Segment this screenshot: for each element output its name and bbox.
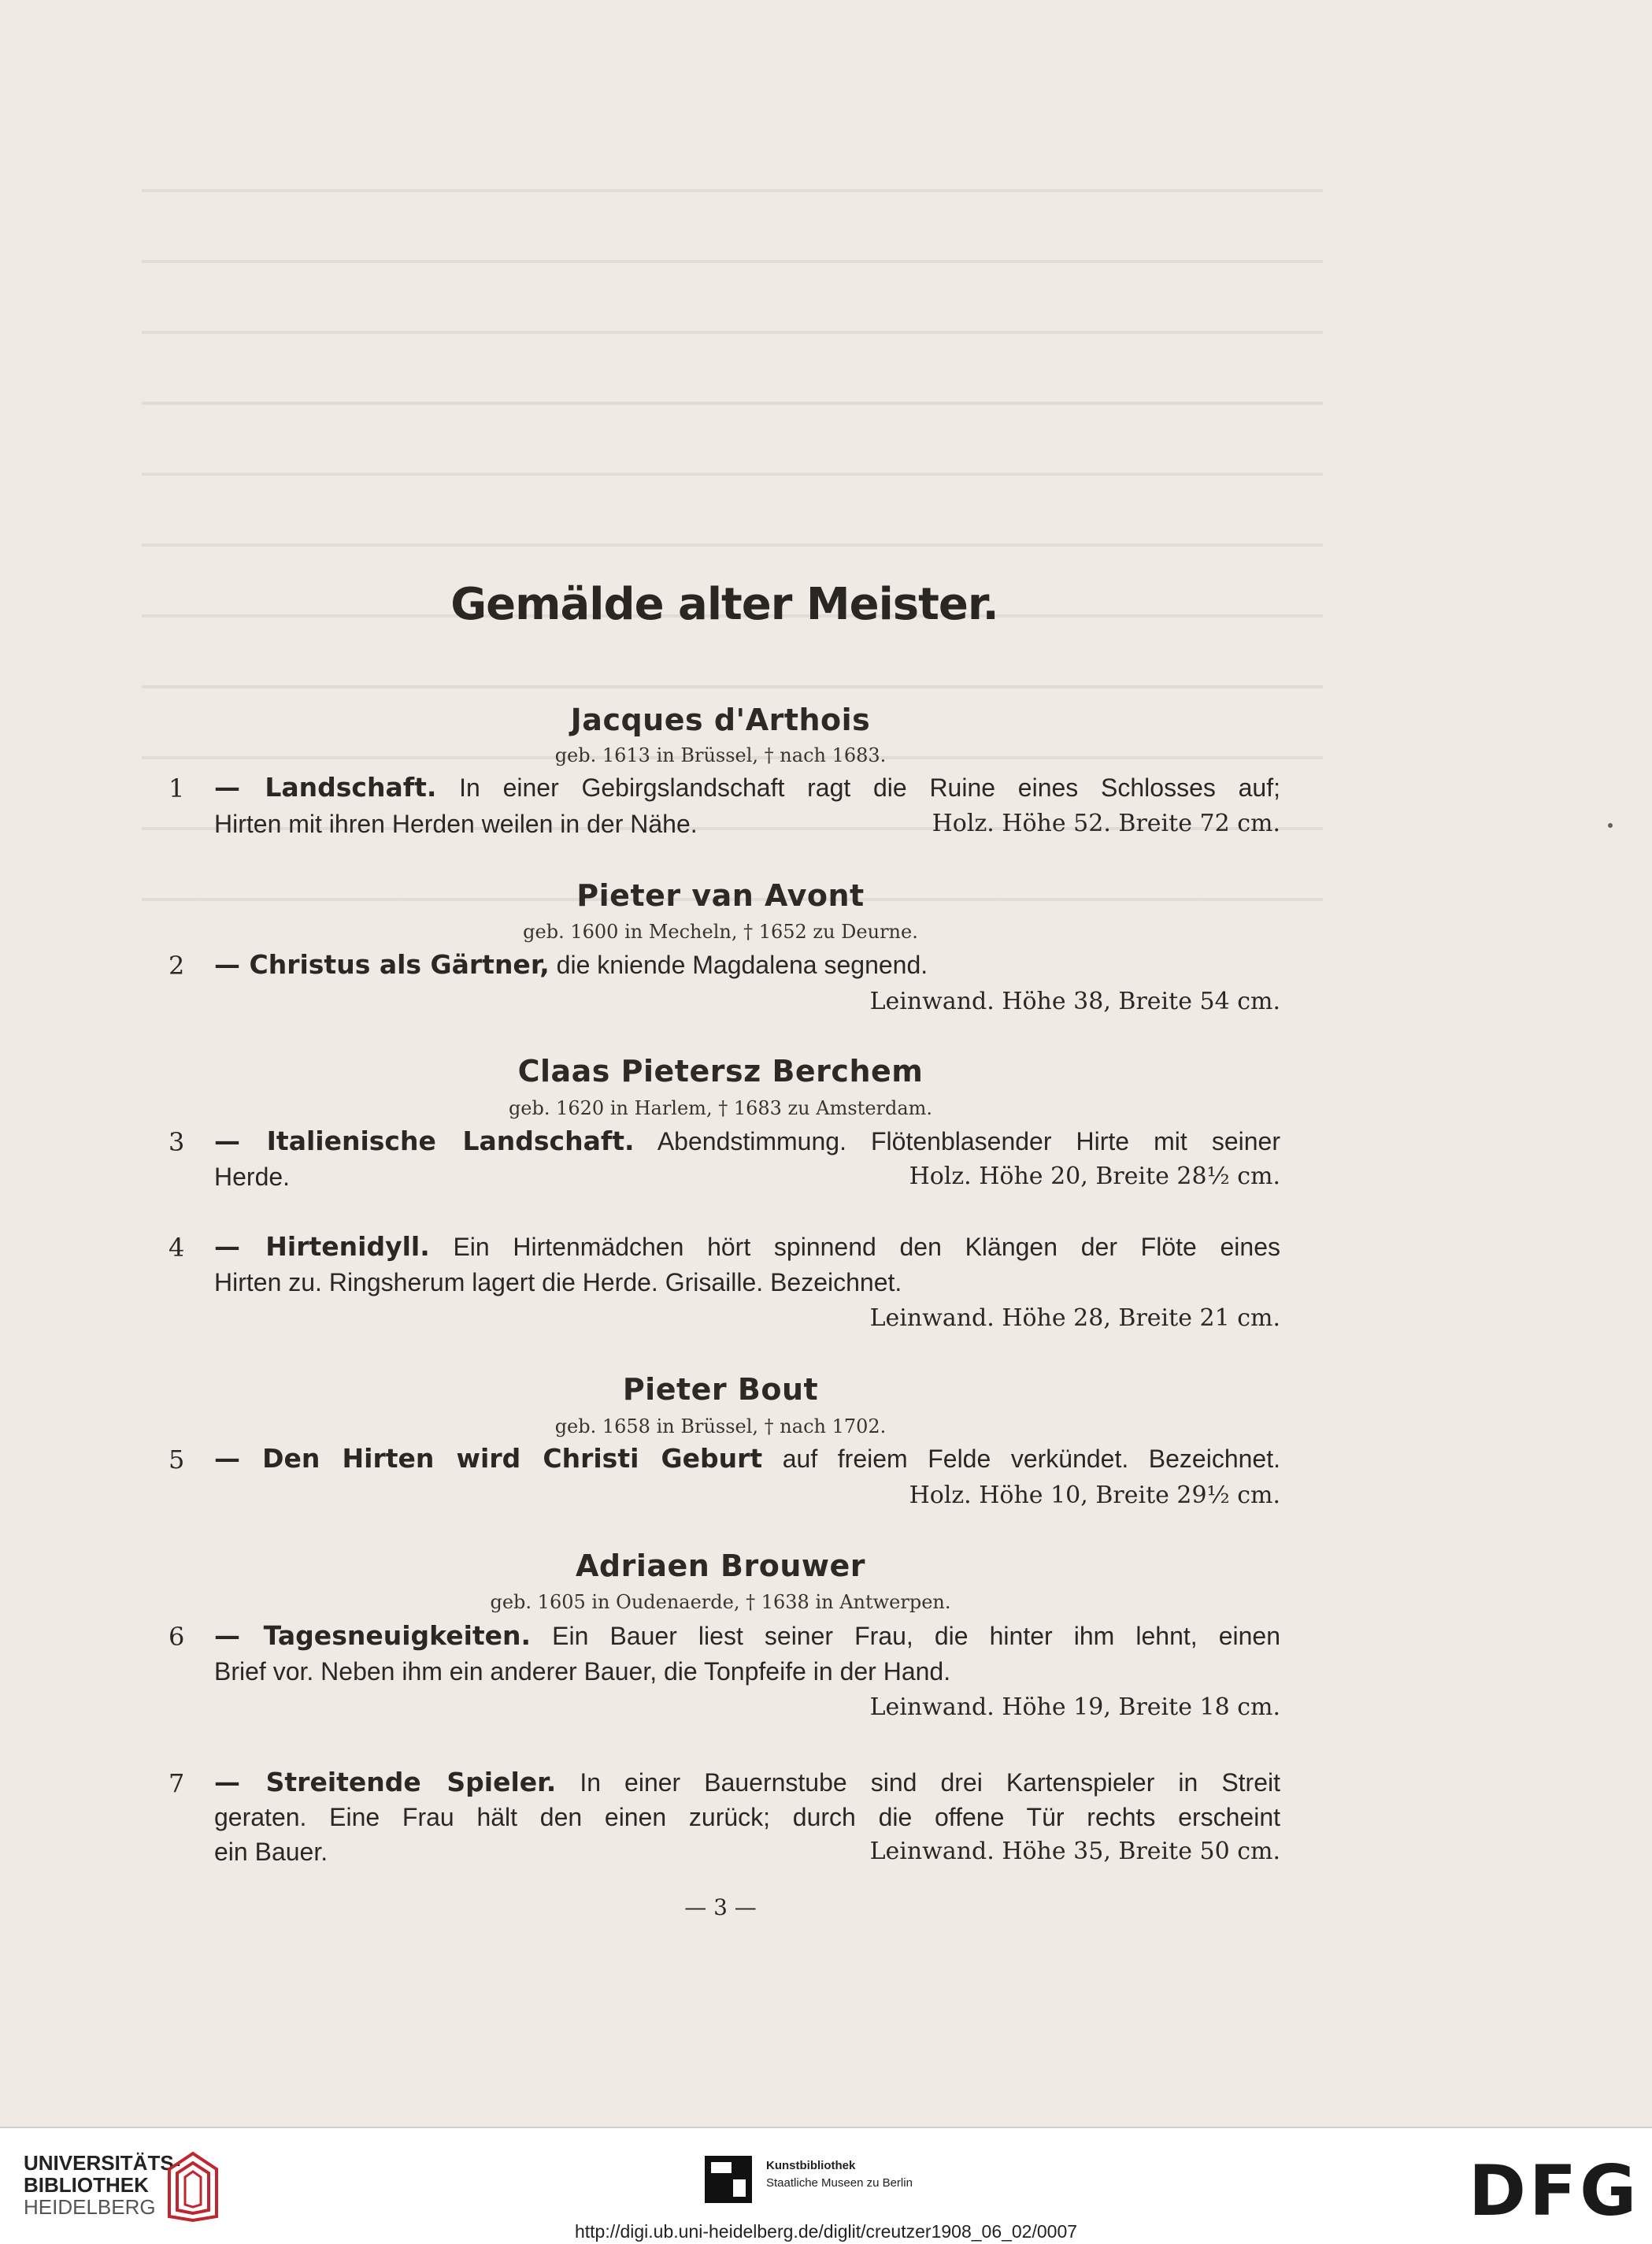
entry-number: 5	[169, 1445, 185, 1474]
artist-life-dates: geb. 1613 in Brüssel, † nach 1683.	[554, 744, 887, 766]
university-library-logo[interactable]	[24, 2152, 180, 2218]
work-description: Ein Bauer liest seiner Frau, die hinter ihm lehnt, einen	[552, 1622, 1281, 1650]
work-description: ein Bauer.	[214, 1838, 328, 1866]
work-description: geraten. Eine Frau hält den einen zurück; durch die offene Tür rechts erscheint	[214, 1803, 1280, 1831]
artist-name: Pieter van Avont	[576, 878, 865, 913]
entry-number: 2	[169, 951, 185, 981]
kunstbibliothek-name: Kunstbibliothek	[766, 2159, 856, 2172]
work-description: Abendstimmung. Flötenblasender Hirte mit seiner	[657, 1127, 1280, 1155]
entry-line	[214, 1477, 1280, 1513]
entry-line	[214, 770, 1280, 805]
entry-number: 7	[169, 1768, 185, 1798]
work-title: — Den Hirten wird Christi Geburt	[214, 1443, 763, 1474]
entry-line	[214, 1265, 1280, 1300]
artist-name: Adriaen Brouwer	[575, 1549, 866, 1583]
entry-line	[214, 1300, 1280, 1336]
entry-line	[214, 1765, 1280, 1800]
university-line: BIBLIOTHEK	[24, 2173, 149, 2197]
work-title: — Tagesneuigkeiten.	[214, 1620, 532, 1651]
entry-line	[214, 1441, 1280, 1476]
kunstbibliothek-mark-icon	[705, 2156, 752, 2203]
page-title: Gemälde alter Meister.	[450, 579, 998, 630]
entry-line	[214, 1159, 1280, 1194]
entry-line	[214, 1689, 1280, 1725]
dfg-logo[interactable]: DFG	[1469, 2150, 1640, 2231]
work-description: In einer Bauernstube sind drei Kartenspieler in Streit	[580, 1768, 1281, 1797]
viewer-footer	[0, 2127, 1652, 2244]
artist-life-dates: geb. 1658 in Brüssel, † nach 1702.	[554, 1415, 887, 1437]
entry-line	[214, 1230, 1280, 1264]
artist-life-dates: geb. 1600 in Mecheln, † 1652 zu Deurne.	[523, 921, 918, 943]
work-description: die kniende Magdalena segnend.	[556, 951, 928, 979]
work-description: Ein Hirtenmädchen hört spinnend den Klängen der Flöte eines	[453, 1233, 1281, 1261]
kunstbibliothek-text	[766, 2157, 913, 2192]
entry-line	[214, 1834, 1280, 1869]
permalink-url[interactable]: http://digi.ub.uni-heidelberg.de/diglit/creutzer1908_06_02/0007	[574, 2221, 1078, 2242]
work-measurements: Holz. Höhe 10, Breite 29½ cm.	[909, 1482, 1280, 1509]
entry-line	[214, 1619, 1280, 1653]
work-measurements: Leinwand. Höhe 38, Breite 54 cm.	[869, 988, 1280, 1015]
work-title: — Christus als Gärtner,	[214, 949, 550, 980]
artist-name: Claas Pietersz Berchem	[517, 1054, 924, 1089]
entry-line	[214, 807, 1280, 841]
entry-number: 1	[169, 773, 185, 803]
work-description: auf freiem Felde verkündet. Bezeichnet.	[782, 1445, 1281, 1473]
entry-line	[214, 948, 1280, 982]
paper-speck	[1608, 823, 1613, 828]
heidelberg-emblem-icon	[161, 2146, 224, 2224]
work-title: — Italienische Landschaft.	[214, 1126, 635, 1156]
work-title: — Streitende Spieler.	[214, 1767, 557, 1797]
work-measurements: Holz. Höhe 52. Breite 72 cm.	[932, 810, 1280, 837]
kunstbibliothek-subtitle: Staatliche Museen zu Berlin	[766, 2176, 913, 2190]
entry-number: 4	[169, 1233, 185, 1263]
page-number: — 3 —	[684, 1894, 757, 1920]
work-description: Hirten zu. Ringsherum lagert die Herde. Grisaille. Bezeichnet.	[214, 1268, 902, 1296]
work-title: — Hirtenidyll.	[214, 1231, 430, 1262]
work-description: Brief vor. Neben ihm ein anderer Bauer, die Tonpfeife in der Hand.	[214, 1657, 951, 1686]
work-title: — Landschaft.	[214, 772, 437, 803]
university-line: UNIVERSITÄTS-	[24, 2151, 181, 2175]
entry-line	[214, 1654, 1280, 1689]
work-description: Herde.	[214, 1163, 291, 1191]
entry-line	[214, 1124, 1280, 1159]
university-line: HEIDELBERG	[24, 2195, 156, 2219]
work-description: In einer Gebirgslandschaft ragt die Ruine eines Schlosses auf;	[459, 773, 1281, 802]
entry-line	[214, 983, 1280, 1019]
entry-line	[214, 1800, 1280, 1834]
artist-life-dates: geb. 1605 in Oudenaerde, † 1638 in Antwerpen.	[490, 1591, 951, 1613]
work-measurements: Leinwand. Höhe 35, Breite 50 cm.	[869, 1838, 1280, 1865]
entry-number: 6	[169, 1622, 185, 1652]
work-measurements: Holz. Höhe 20, Breite 28½ cm.	[909, 1163, 1280, 1190]
artist-name: Jacques d'Arthois	[570, 703, 871, 737]
entry-number: 3	[169, 1127, 185, 1157]
artist-life-dates: geb. 1620 in Harlem, † 1683 zu Amsterdam.	[508, 1097, 933, 1119]
work-description: Hirten mit ihren Herden weilen in der Nähe.	[214, 810, 698, 838]
work-measurements: Leinwand. Höhe 19, Breite 18 cm.	[869, 1693, 1280, 1721]
work-measurements: Leinwand. Höhe 28, Breite 21 cm.	[869, 1304, 1280, 1332]
artist-name: Pieter Bout	[622, 1372, 819, 1407]
